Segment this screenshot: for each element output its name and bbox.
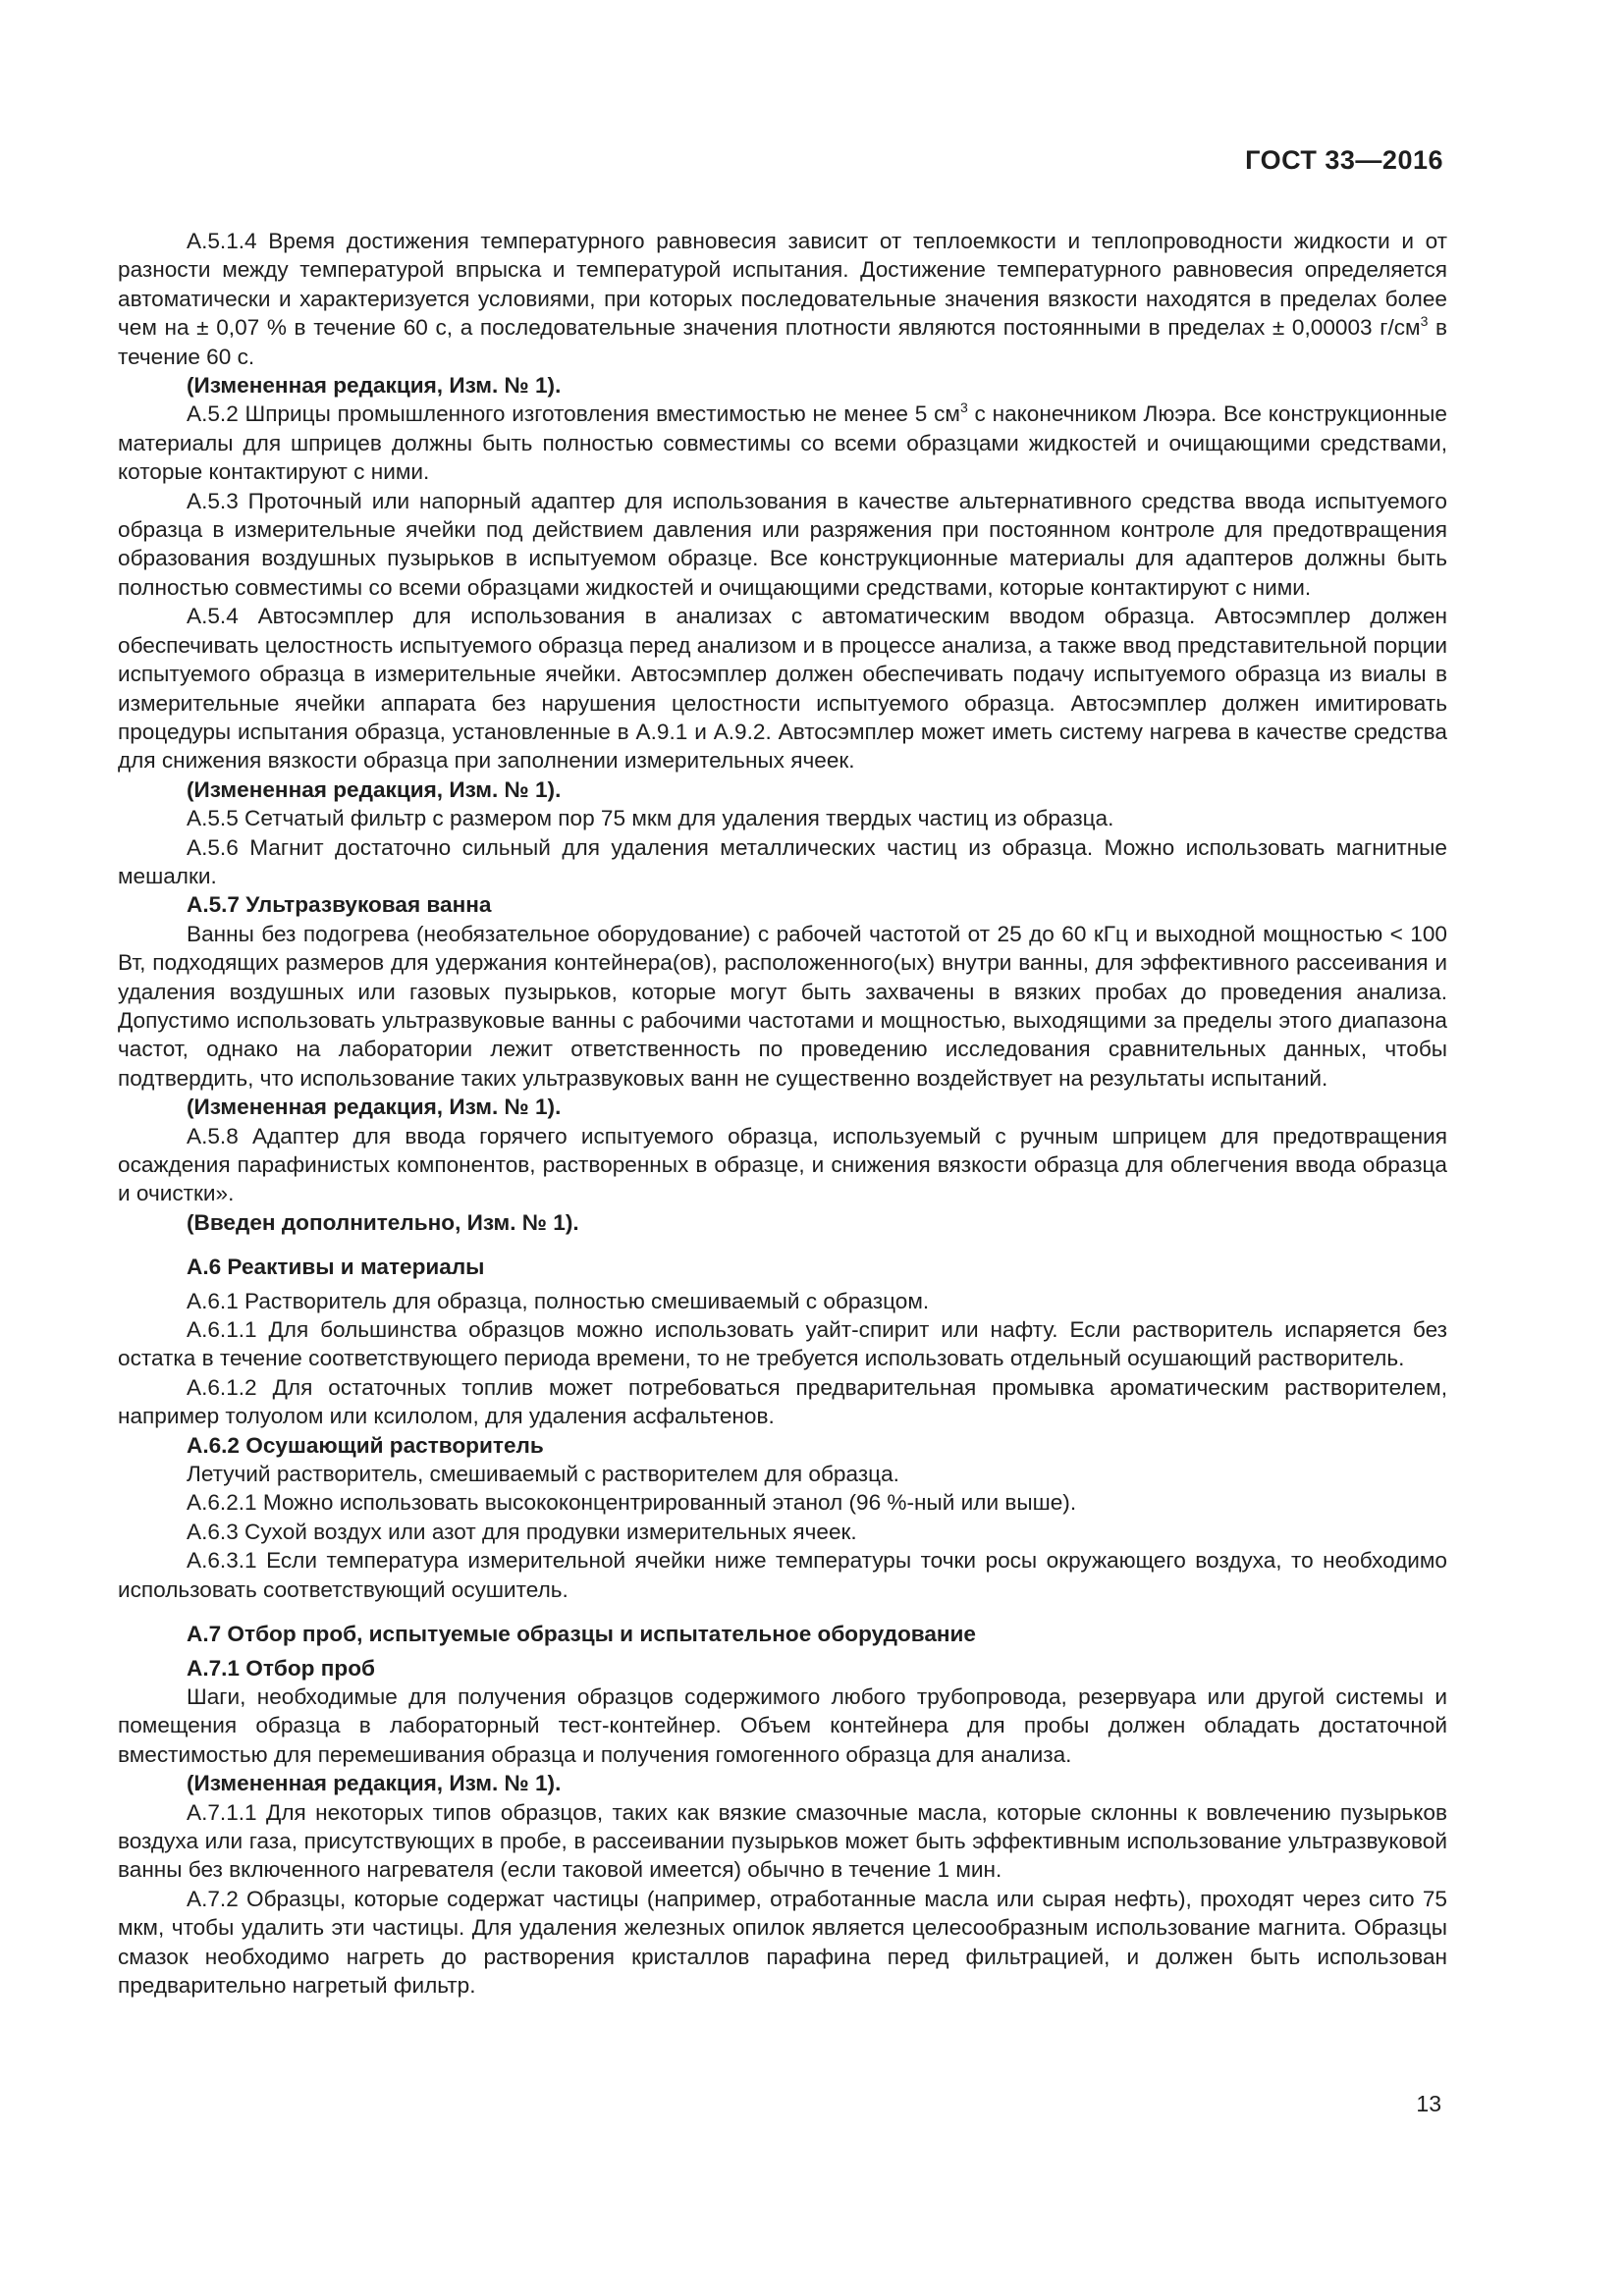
clause-a-6-1-2: А.6.1.2 Для остаточных топлив может потребоваться предварительная промывка ароматическим растворителем, например толуолом или ксилолом, для удаления асфальтенов.	[118, 1374, 1447, 1429]
amendment-note: (Измененная редакция, Изм. № 1).	[187, 1095, 562, 1120]
clause-a-5-4: А.5.4 Автосэмплер для использования в анализах с автоматическим вводом образца. Автосэмплер должен обеспечивать целостность испытуемого образца перед анализом и в процессе анализа, а также ввод представительной порции испытуемого образца в измерительные ячейки. Автосэмплер должен обеспечивать подачу испытуемого образца из виалы в измерительные ячейки аппарата без нарушения целостности испытуемого образца. Автосэмплер должен имитировать процедуры испытания образца, установленные в А.9.1 и А.9.2. Автосэмплер может иметь систему нагрева в качестве средства для снижения вязкости образца при заполнении измерительных ячеек.	[118, 604, 1447, 774]
clause-a-6-3: А.6.3 Сухой воздух или азот для продувки измерительных ячеек.	[187, 1519, 857, 1544]
clause-a-6-2-title: А.6.2 Осушающий растворитель	[187, 1432, 544, 1458]
clause-a-6-1-1: А.6.1.1 Для большинства образцов можно использовать уайт-спирит или нафту. Если растворитель испаряется без остатка в течение соответствующего периода времени, то не требуется использовать отдельный осушающий растворитель.	[118, 1317, 1447, 1371]
section-a-7-heading: А.7 Отбор проб, испытуемые образцы и испытательное оборудование	[187, 1622, 976, 1647]
amendment-note: (Введен дополнительно, Изм. № 1).	[187, 1209, 579, 1235]
clause-a-7-2: А.7.2 Образцы, которые содержат частицы (например, отработанные масла или сырая нефть), проходят через сито 75 мкм, чтобы удалить эти частицы. Для удаления железных опилок является целесообразным использование магнита. Образцы смазок необходимо нагреть до растворения кристаллов парафина перед фильтрацией, и должен быть использован предварительно нагретый фильтр.	[118, 1886, 1447, 1998]
clause-a-5-5: А.5.5 Сетчатый фильтр с размером пор 75 мкм для удаления твердых частиц из образца.	[187, 806, 1114, 831]
page-number: 13	[1416, 2091, 1441, 2116]
standard-designation: ГОСТ 33—2016	[1245, 145, 1443, 175]
clause-a-5-7-title: А.5.7 Ультразвуковая ванна	[187, 892, 492, 918]
clause-a-5-7-body: Ванны без подогрева (необязательное оборудование) с рабочей частотой от 25 до 60 кГц и выходной мощностью < 100 Вт, подходящих размеров для удержания контейнера(ов), расположенного(ых) внутри ванны, для эффективного рассеивания и удаления воздушных или газовых пузырьков, которые могут быть захвачены в вязких пробах до проведения анализа. Допустимо использовать ультразвуковые ванны с рабочими частотами и мощностью, выходящими за пределы этого диапазона частот, однако на лаборатории лежит ответственность по проведению исследования сравнительных данных, чтобы подтвердить, что использование таких ультразвуковых ванн не существенно воздействует на результаты испытаний.	[118, 921, 1447, 1091]
clause-a-5-2: А.5.2 Шприцы промышленного изготовления вместимостью не менее 5 $см^3$ с наконечником Люэра. Все конструкционные материалы для шприцев должны быть полностью совместимы со всеми образцами жидкостей и очищающими средствами, которые контактируют с ними.	[118, 400, 1447, 485]
clause-a-7-1-1: А.7.1.1 Для некоторых типов образцов, таких как вязкие смазочные масла, которые склонны к вовлечению пузырьков воздуха или газа, присутствующих в пробе, в рассеивании пузырьков может быть эффективным использование ультразвуковой ванны без включенного нагревателя (если таковой имеется) обычно в течение 1 мин.	[118, 1799, 1447, 1883]
clause-a-7-1-body: Шаги, необходимые для получения образцов содержимого любого трубопровода, резервуара или другой системы и помещения образца в лабораторный тест-контейнер. Объем контейнера для пробы должен обладать достаточной вместимостью для перемешивания образца и получения гомогенного образца для анализа.	[118, 1683, 1447, 1767]
clause-a-5-6: А.5.6 Магнит достаточно сильный для удаления металлических частиц из образца. Можно использовать магнитные мешалки.	[118, 834, 1447, 888]
clause-a-6-2-1: А.6.2.1 Можно использовать высококонцентрированный этанол (96 %-ный или выше).	[187, 1490, 1077, 1516]
clause-a-6-3-1: А.6.3.1 Если температура измерительной ячейки ниже температуры точки росы окружающего воздуха, то необходимо использовать соответствующий осушитель.	[118, 1548, 1447, 1602]
amendment-note: (Измененная редакция, Изм. № 1).	[187, 1771, 562, 1796]
clause-a-5-1-4: А.5.1.4 Время достижения температурного равновесия зависит от теплоемкости и теплопроводности жидкости и от разности между температурой впрыска и температурой испытания. Достижение температурного равновесия определяется автоматически и характеризуется условиями, при которых последовательные значения вязкости находятся в пределах более чем на ± 0,07 % в течение 60 с, а последовательные значения плотности являются постоянными в пределах ± 0,00003 $г/см^3$ в течение 60 с.	[118, 229, 1447, 369]
clause-a-5-3: А.5.3 Проточный или напорный адаптер для использования в качестве альтернативного средства ввода испытуемого образца в измерительные ячейки под действием давления или разряжения при постоянном контроле для предотвращения образования воздушных пузырьков в испытуемом образце. Все конструкционные материалы для адаптеров должны быть полностью совместимы со всеми образцами жидкостей и очищающими средствами, которые контактируют с ними.	[118, 488, 1447, 600]
clause-a-6-1: А.6.1 Растворитель для образца, полностью смешиваемый с образцом.	[187, 1288, 930, 1313]
amendment-note: (Измененная редакция, Изм. № 1).	[187, 373, 562, 399]
section-a-6-heading: А.6 Реактивы и материалы	[187, 1255, 485, 1280]
clause-a-7-1-title: А.7.1 Отбор проб	[187, 1655, 375, 1681]
clause-a-5-8: А.5.8 Адаптер для ввода горячего испытуемого образца, используемый с ручным шприцем для предотвращения осаждения парафинистых компонентов, растворенных в образце, и снижения вязкости образца для облегчения ввода образца и очистки».	[118, 1123, 1447, 1206]
amendment-note: (Измененная редакция, Изм. № 1).	[187, 776, 562, 802]
document-body	[118, 227, 1447, 2000]
clause-a-6-2-body: Летучий растворитель, смешиваемый с растворителем для образца.	[187, 1462, 899, 1487]
